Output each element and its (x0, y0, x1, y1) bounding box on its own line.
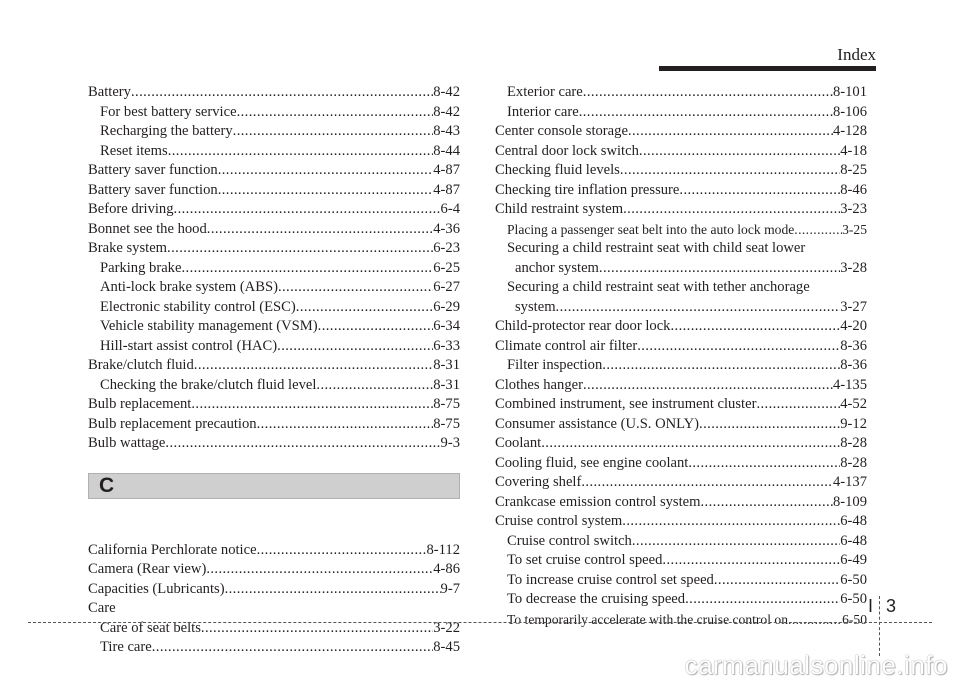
dot-leader (174, 200, 441, 220)
index-entry-text: Vehicle stability management (VSM) (100, 318, 318, 334)
dot-leader (632, 532, 840, 552)
index-entry (88, 83, 460, 103)
index-entry-page: 6-50 (842, 611, 867, 627)
dot-leader (191, 395, 433, 415)
index-entry (88, 200, 460, 220)
index-entry (88, 161, 460, 181)
index-entry (88, 278, 460, 298)
index-entry (495, 590, 867, 610)
index-entry-page: 9-3 (440, 435, 460, 451)
index-entry-page: 8-46 (840, 181, 867, 198)
dot-leader (756, 395, 840, 415)
index-entry-page: 9-12 (840, 415, 867, 432)
index-entry (495, 473, 867, 493)
right-column (495, 83, 867, 629)
index-entry-text: Battery saver function (88, 162, 218, 178)
index-entry-page: 6-50 (840, 591, 867, 607)
index-entry-text: Brake system (88, 240, 168, 256)
index-entry-text: For best battery service (100, 103, 237, 120)
dot-leader (296, 298, 433, 318)
index-entry-text: Anti-lock brake system (ABS) (100, 279, 278, 295)
index-entry-page: 6-29 (433, 298, 460, 315)
index-entry-page: 4-18 (840, 142, 867, 159)
index-entry-text: Care (88, 600, 116, 616)
index-entry-text: system (515, 298, 556, 315)
dot-leader (579, 103, 833, 123)
index-entry (495, 415, 867, 435)
index-entry (88, 298, 460, 318)
index-entry-page: 9-7 (440, 580, 460, 597)
index-entry-page: 6-33 (433, 337, 460, 354)
index-entry-page: 4-86 (433, 561, 460, 577)
index-entry-text: Checking the brake/clutch fluid level (100, 376, 317, 393)
index-entry (88, 181, 460, 201)
index-entry (495, 532, 867, 552)
index-entry-page: 3-28 (840, 259, 867, 276)
index-entry (88, 317, 460, 337)
dot-leader (699, 415, 840, 435)
index-entry-text: Camera (Rear view) (88, 561, 207, 577)
index-entry-page: 8-36 (840, 337, 867, 354)
dot-leader (581, 473, 833, 493)
index-entry (495, 142, 867, 162)
dot-leader (620, 161, 840, 181)
index-entry-text: California Perchlorate notice (88, 541, 257, 558)
index-entry-text: Checking fluid levels (495, 162, 620, 178)
index-entry (495, 259, 867, 279)
dot-leader (788, 610, 842, 630)
dot-leader (583, 376, 833, 396)
index-entry (495, 434, 867, 454)
index-entry-text: Bonnet see the hood (88, 220, 207, 237)
index-entry-text: Bulb replacement precaution (88, 415, 257, 432)
index-entry (88, 434, 460, 454)
index-entry-text: Central door lock switch (495, 142, 639, 159)
index-entry-text: Hill-start assist control (HAC) (100, 337, 278, 354)
dot-leader (714, 571, 840, 591)
index-entry-text: Before driving (88, 201, 174, 217)
index-entry-page: 8-75 (433, 396, 460, 412)
dot-leader (662, 551, 840, 571)
index-entry-text: Battery saver function (88, 181, 218, 198)
index-entry-page: 8-42 (433, 103, 460, 120)
index-entry (495, 337, 867, 357)
index-entry-text: Cooling fluid, see engine coolant (495, 454, 689, 471)
index-entry (495, 278, 867, 298)
index-entry-page: 3-27 (840, 298, 867, 315)
index-entry-text: Care of seat belts (100, 619, 201, 636)
index-entry-page: 8-36 (840, 357, 867, 373)
index-entry-page: 4-135 (832, 376, 867, 393)
index-entry-text: Placing a passenger seat belt into the auto lock mode (507, 221, 795, 237)
index-entry-text: Bulb wattage (88, 435, 166, 451)
index-entry (88, 395, 460, 415)
dot-leader (637, 337, 840, 357)
index-entry-text: To increase cruise control set speed (507, 571, 714, 588)
dot-leader (688, 454, 840, 474)
index-entry (495, 161, 867, 181)
dot-leader (583, 83, 833, 103)
index-entry (88, 220, 460, 240)
index-entry (88, 239, 460, 259)
header-rule (659, 66, 876, 71)
dot-leader (225, 580, 441, 600)
footer-section-letter: I (868, 596, 874, 616)
index-entry (495, 493, 867, 513)
index-entry (88, 103, 460, 123)
index-entry-text: Brake/clutch fluid (88, 357, 194, 373)
index-entry-page: 4-128 (832, 123, 867, 139)
index-entry (495, 317, 867, 337)
index-entry (495, 298, 867, 318)
index-entry-page: 8-28 (840, 454, 867, 471)
index-entry (88, 122, 460, 142)
index-entry-page: 6-49 (840, 552, 867, 568)
index-entry-page: 8-45 (433, 639, 460, 655)
index-entry-text: Center console storage (495, 123, 628, 139)
dot-leader (233, 122, 434, 142)
index-entry-text: Filter inspection (507, 357, 603, 373)
index-list-c-continued (495, 83, 867, 629)
dot-leader (152, 638, 434, 658)
index-entry-page: 8-28 (840, 435, 867, 451)
index-entry-page: 4-52 (840, 396, 867, 412)
dot-leader (131, 83, 433, 103)
dot-leader (218, 181, 434, 201)
index-entry (88, 415, 460, 435)
index-entry-page: 6-4 (440, 201, 460, 217)
dot-leader (165, 434, 440, 454)
index-entry-text: Bulb replacement (88, 396, 192, 412)
dot-leader (541, 434, 840, 454)
index-entry-text: Reset items (100, 142, 168, 159)
index-entry-page: 6-27 (433, 279, 460, 295)
index-entry (495, 220, 867, 240)
dot-leader (599, 259, 840, 279)
index-entry-page: 4-87 (433, 162, 460, 178)
dot-leader (794, 220, 842, 240)
index-entry-text: Capacities (Lubricants) (88, 580, 225, 597)
footer-divider (879, 596, 880, 656)
index-entry (495, 181, 867, 201)
index-entry (495, 200, 867, 220)
index-entry-page: 4-36 (433, 220, 460, 237)
dot-leader (237, 103, 434, 123)
dot-leader (685, 590, 840, 610)
dot-leader (623, 200, 840, 220)
index-entry-page: 6-23 (433, 240, 460, 256)
index-entry (88, 541, 460, 561)
dot-leader (257, 415, 434, 435)
index-entry-page: 8-101 (832, 84, 867, 100)
footer-rule (28, 622, 932, 623)
index-entry-page: 8-109 (832, 493, 867, 510)
index-entry-page: 4-20 (840, 318, 867, 334)
index-entry-text: Securing a child restraint seat with tether anchorage (507, 279, 810, 295)
index-entry (88, 376, 460, 396)
left-column (88, 83, 460, 658)
index-entry-text: Electronic stability control (ESC) (100, 298, 296, 315)
dot-leader (628, 122, 833, 142)
index-entry-text: To set cruise control speed (507, 552, 663, 568)
index-entry-page: 3-23 (840, 201, 867, 217)
index-list-c (88, 541, 460, 658)
dot-leader (194, 356, 433, 376)
section-letter: C (99, 473, 115, 497)
footer-page-number: 3 (886, 596, 897, 616)
index-entry-page: 6-34 (433, 318, 460, 334)
index-entry (88, 599, 460, 619)
watermark-text: carmanualsonline.info (684, 650, 948, 680)
index-entry (495, 122, 867, 142)
index-entry-page: 8-25 (840, 162, 867, 178)
dot-leader (218, 161, 434, 181)
index-entry-text: Cruise control system (495, 513, 623, 529)
dot-leader (207, 220, 433, 240)
index-entry (495, 239, 867, 259)
dot-leader (181, 259, 433, 279)
dot-leader (639, 142, 840, 162)
dot-leader (278, 278, 433, 298)
index-entry-text: anchor system (515, 259, 599, 276)
index-entry-page: 3-25 (842, 221, 867, 237)
index-entry-page: 4-87 (433, 181, 460, 198)
index-entry (88, 337, 460, 357)
index-entry-text: To temporarily accelerate with the cruise control on (507, 611, 789, 627)
dot-leader (622, 512, 840, 532)
index-entry-text: Combined instrument, see instrument cluster (495, 396, 757, 412)
index-entry (495, 395, 867, 415)
index-entry-text: Cruise control switch (507, 532, 632, 549)
index-entry (495, 356, 867, 376)
dot-leader (277, 337, 433, 357)
index-entry-page: 3-22 (433, 619, 460, 636)
index-entry-page: 6-48 (840, 513, 867, 529)
index-entry-text: Child restraint system (495, 201, 624, 217)
index-entry (495, 551, 867, 571)
index-entry (495, 103, 867, 123)
index-list-b (88, 83, 460, 454)
dot-leader (602, 356, 840, 376)
dot-leader (206, 560, 433, 580)
index-entry-text: Climate control air filter (495, 337, 638, 354)
dot-leader (556, 298, 841, 318)
index-entry (88, 638, 460, 658)
index-entry-text: Coolant (495, 435, 542, 451)
index-entry (88, 580, 460, 600)
index-entry-text: Interior care (507, 103, 579, 120)
index-entry-text: Tire care (100, 639, 152, 655)
index-entry (495, 376, 867, 396)
index-entry-text: Battery (88, 84, 131, 100)
index-entry-text: To decrease the cruising speed (507, 591, 686, 607)
dot-leader (679, 181, 840, 201)
index-entry (88, 259, 460, 279)
index-entry-text: Securing a child restraint seat with child seat lower (507, 240, 806, 256)
index-entry (88, 356, 460, 376)
index-entry-text: Clothes hanger (495, 376, 583, 393)
index-entry-text: Exterior care (507, 84, 583, 100)
index-entry (495, 512, 867, 532)
index-entry-text: Consumer assistance (U.S. ONLY) (495, 415, 700, 432)
index-entry-page: 6-50 (840, 571, 867, 588)
dot-leader (257, 541, 427, 561)
index-entry-page: 8-44 (433, 142, 460, 159)
page-header-title: Index (837, 45, 876, 64)
index-entry-page: 8-43 (433, 123, 460, 139)
index-entry-page: 8-75 (433, 415, 460, 432)
index-entry-text: Covering shelf (495, 474, 582, 490)
dot-leader (670, 317, 840, 337)
index-entry-page: 6-25 (433, 259, 460, 276)
dot-leader (316, 376, 433, 396)
dot-leader (318, 317, 434, 337)
index-entry (495, 83, 867, 103)
index-entry-page: 8-31 (433, 376, 460, 393)
index-entry (495, 610, 867, 630)
index-entry (495, 571, 867, 591)
index-entry-text: Child-protector rear door lock (495, 318, 671, 334)
index-entry-text: Crankcase emission control system (495, 493, 701, 510)
index-entry-page: 8-112 (426, 541, 460, 558)
index-entry-text: Checking tire inflation pressure (495, 181, 680, 198)
section-header-c (88, 473, 460, 499)
index-entry-page: 6-48 (840, 532, 867, 549)
dot-leader (168, 142, 434, 162)
index-entry-page: 8-42 (433, 84, 460, 100)
index-entry-page: 4-137 (832, 474, 867, 490)
index-entry (495, 454, 867, 474)
index-entry (88, 142, 460, 162)
index-entry-text: Recharging the battery (100, 123, 233, 139)
index-entry-page: 8-106 (832, 103, 867, 120)
dot-leader (701, 493, 833, 513)
dot-leader (167, 239, 433, 259)
index-entry-text: Parking brake (100, 259, 182, 276)
index-entry (88, 560, 460, 580)
index-entry-page: 8-31 (433, 357, 460, 373)
